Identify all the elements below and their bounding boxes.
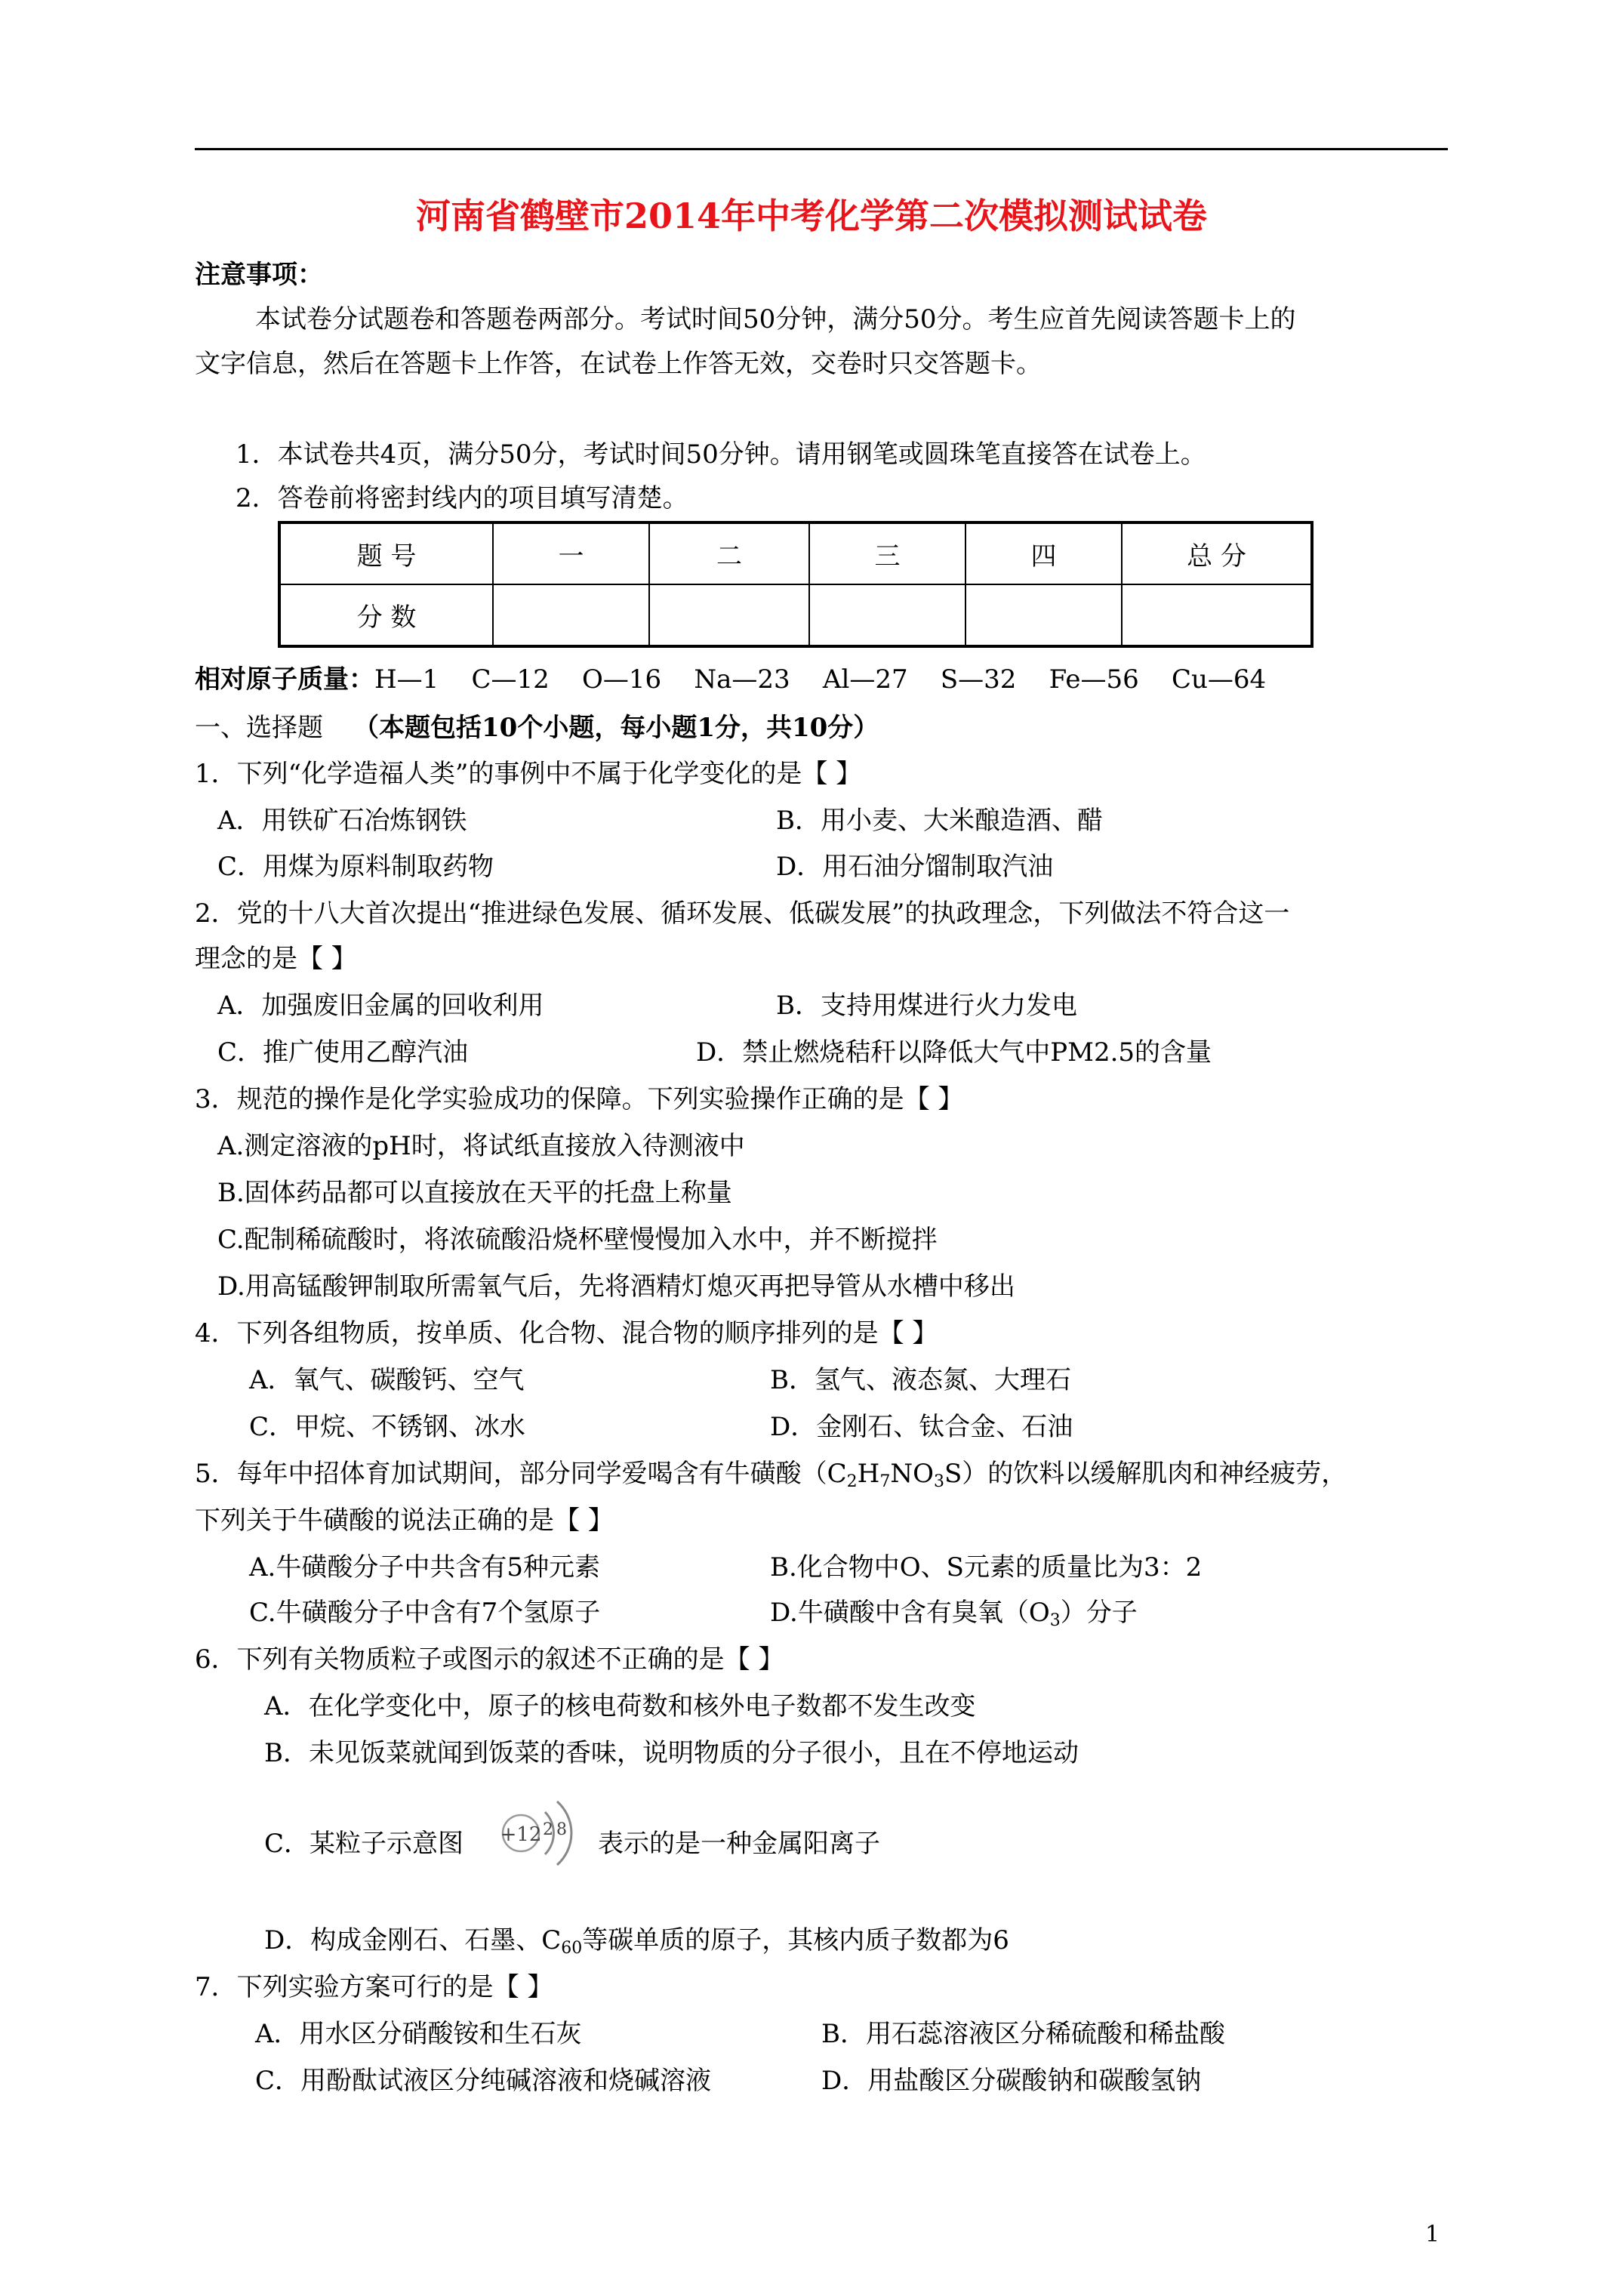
question-2-option-d: D．禁止燃烧秸秆以降低大气中PM2.5的含量 <box>696 1037 1212 1068</box>
question-5-option-a: A.牛磺酸分子中共含有5种元素 <box>249 1552 600 1583</box>
question-6-option-b: B．未见饭菜就闻到饭菜的香味，说明物质的分子很小，且在不停地运动 <box>264 1738 1079 1768</box>
section-1-heading-line <box>195 713 879 743</box>
question-7-option-b: B．用石蕊溶液区分稀硫酸和稀盐酸 <box>821 2019 1225 2049</box>
shell-2-electrons: 8 <box>556 1820 567 1839</box>
q5-formula-part: H <box>857 1459 880 1489</box>
question-7-option-a: A．用水区分硝酸铵和生石灰 <box>255 2019 582 2049</box>
question-4-stem: 4．下列各组物质，按单质、化合物、混合物的顺序排列的是【 】 <box>195 1318 938 1348</box>
shell-1-electrons: 2 <box>543 1820 553 1839</box>
score-cell[interactable] <box>965 584 1122 646</box>
question-3-option-d: D.用高锰酸钾制取所需氧气后，先将酒精灯熄灭再把导管从水槽中移出 <box>217 1271 1015 1302</box>
table-header-cell: 三 <box>809 522 965 584</box>
atomic-mass-values: H—1 C—12 O—16 Na—23 Al—27 S—32 Fe—56 Cu—64 <box>374 664 1267 695</box>
score-cell[interactable] <box>649 584 809 646</box>
question-5-option-d <box>770 1598 1138 1628</box>
q5-subscript: 7 <box>879 1472 891 1491</box>
question-3-stem: 3．规范的操作是化学实验成功的保障。下列实验操作正确的是【 】 <box>195 1084 964 1114</box>
score-table-score-row <box>279 584 1312 646</box>
q5-formula-part: NO <box>890 1459 934 1489</box>
notice-line-2: 文字信息，然后在答题卡上作答，在试卷上作答无效，交卷时只交答题卡。 <box>195 349 1042 379</box>
table-header-cell: 二 <box>649 522 809 584</box>
question-1-option-c: C．用煤为原料制取药物 <box>217 852 494 882</box>
table-header-cell: 一 <box>493 522 649 584</box>
notice-heading: 注意事项： <box>195 260 323 290</box>
question-1-option-a: A．用铁矿石冶炼钢铁 <box>217 806 467 836</box>
q6-d-text: 等碳单质的原子，其核内质子数都为6 <box>582 1925 1009 1955</box>
table-row-label: 分 数 <box>279 584 493 646</box>
question-2-option-a: A．加强废旧金属的回收利用 <box>217 991 544 1021</box>
page-number: 1 <box>1425 2221 1440 2248</box>
instruction-2: 2．答卷前将密封线内的项目填写清楚。 <box>236 483 688 513</box>
atomic-mass-label: 相对原子质量： <box>195 664 374 695</box>
question-4-option-b: B．氢气、液态氮、大理石 <box>770 1365 1071 1395</box>
q6-subscript: 60 <box>561 1939 583 1958</box>
notice-line-1: 本试卷分试题卷和答题卷两部分。考试时间50分钟，满分50分。考生应首先阅读答题卡上的 <box>255 304 1296 334</box>
question-6-option-d <box>264 1925 1009 1958</box>
score-table-header-row <box>279 522 1312 584</box>
q6-d-text: D．构成金刚石、石墨、C <box>264 1925 562 1955</box>
table-header-cell: 四 <box>965 522 1122 584</box>
q5-d-text: D.牛磺酸中含有臭氧（O <box>770 1598 1050 1628</box>
question-5-option-b: B.化合物中O、S元素的质量比为3：2 <box>770 1552 1203 1583</box>
question-3-option-a: A.测定溶液的pH时，将试纸直接放入待测液中 <box>217 1131 745 1161</box>
question-4-option-d: D．金刚石、钛合金、石油 <box>770 1412 1073 1442</box>
atom-structure-diagram <box>498 1795 589 1871</box>
q5-subscript: 2 <box>846 1472 858 1491</box>
score-cell[interactable] <box>809 584 965 646</box>
top-rule <box>195 148 1448 150</box>
q5-subscript: 3 <box>933 1472 944 1491</box>
question-6-option-c-label: C．某粒子示意图 <box>264 1829 464 1859</box>
question-5-option-c: C.牛磺酸分子中含有7个氢原子 <box>249 1598 601 1628</box>
question-2-option-c: C．推广使用乙醇汽油 <box>217 1037 469 1068</box>
q5-d-text: ）分子 <box>1060 1598 1138 1628</box>
score-table <box>278 521 1313 648</box>
nucleus-charge: +12 <box>500 1823 542 1846</box>
q5-stem-text: 5．每年中招体育加试期间，部分同学爱喝含有牛磺酸（C <box>195 1459 847 1489</box>
section-1-heading: 一、选择题 <box>195 713 323 743</box>
section-1-note: （本题包括10个小题，每小题1分，共10分） <box>353 713 879 743</box>
question-5-stem-2: 下列关于牛磺酸的说法正确的是【 】 <box>195 1505 614 1536</box>
question-7-option-d: D．用盐酸区分碳酸钠和碳酸氢钠 <box>821 2066 1202 2096</box>
question-2-option-b: B．支持用煤进行火力发电 <box>776 991 1077 1021</box>
question-3-option-c: C.配制稀硫酸时，将浓硫酸沿烧杯壁慢慢加入水中，并不断搅拌 <box>217 1225 938 1255</box>
q5-subscript: 3 <box>1049 1611 1061 1630</box>
atomic-mass-line <box>195 664 1266 695</box>
question-1-stem: 1．下列“化学造福人类”的事例中不属于化学变化的是【 】 <box>195 759 862 789</box>
question-6-option-c-text: 表示的是一种金属阳离子 <box>598 1829 880 1859</box>
score-cell[interactable] <box>1122 584 1312 646</box>
question-1-option-b: B．用小麦、大米酿造酒、醋 <box>776 806 1103 836</box>
table-header-cell: 总 分 <box>1122 522 1312 584</box>
question-4-option-a: A．氧气、碳酸钙、空气 <box>249 1365 525 1395</box>
q5-stem-text: S）的饮料以缓解肌肉和神经疲劳， <box>944 1459 1347 1489</box>
question-2-stem-2: 理念的是【 】 <box>195 944 357 974</box>
table-header-cell: 题 号 <box>279 522 493 584</box>
question-1-option-d: D．用石油分馏制取汽油 <box>776 852 1054 882</box>
question-7-stem: 7．下列实验方案可行的是【 】 <box>195 1972 553 2002</box>
page-title: 河南省鹤壁市2014年中考化学第二次模拟测试试卷 <box>415 196 1208 236</box>
question-4-option-c: C．甲烷、不锈钢、冰水 <box>249 1412 526 1442</box>
question-6-stem: 6．下列有关物质粒子或图示的叙述不正确的是【 】 <box>195 1644 784 1675</box>
question-2-stem-1: 2．党的十八大首次提出“推进绿色发展、循环发展、低碳发展”的执政理念，下列做法不符合这一 <box>195 898 1290 929</box>
instruction-1: 1．本试卷共4页，满分50分，考试时间50分钟。请用钢笔或圆珠笔直接答在试卷上。 <box>236 439 1206 470</box>
question-7-option-c: C．用酚酞试液区分纯碱溶液和烧碱溶液 <box>255 2066 712 2096</box>
question-6-option-a: A．在化学变化中，原子的核电荷数和核外电子数都不发生改变 <box>264 1691 976 1721</box>
question-5-stem-1 <box>195 1459 1347 1489</box>
question-3-option-b: B.固体药品都可以直接放在天平的托盘上称量 <box>217 1178 732 1208</box>
score-cell[interactable] <box>493 584 649 646</box>
